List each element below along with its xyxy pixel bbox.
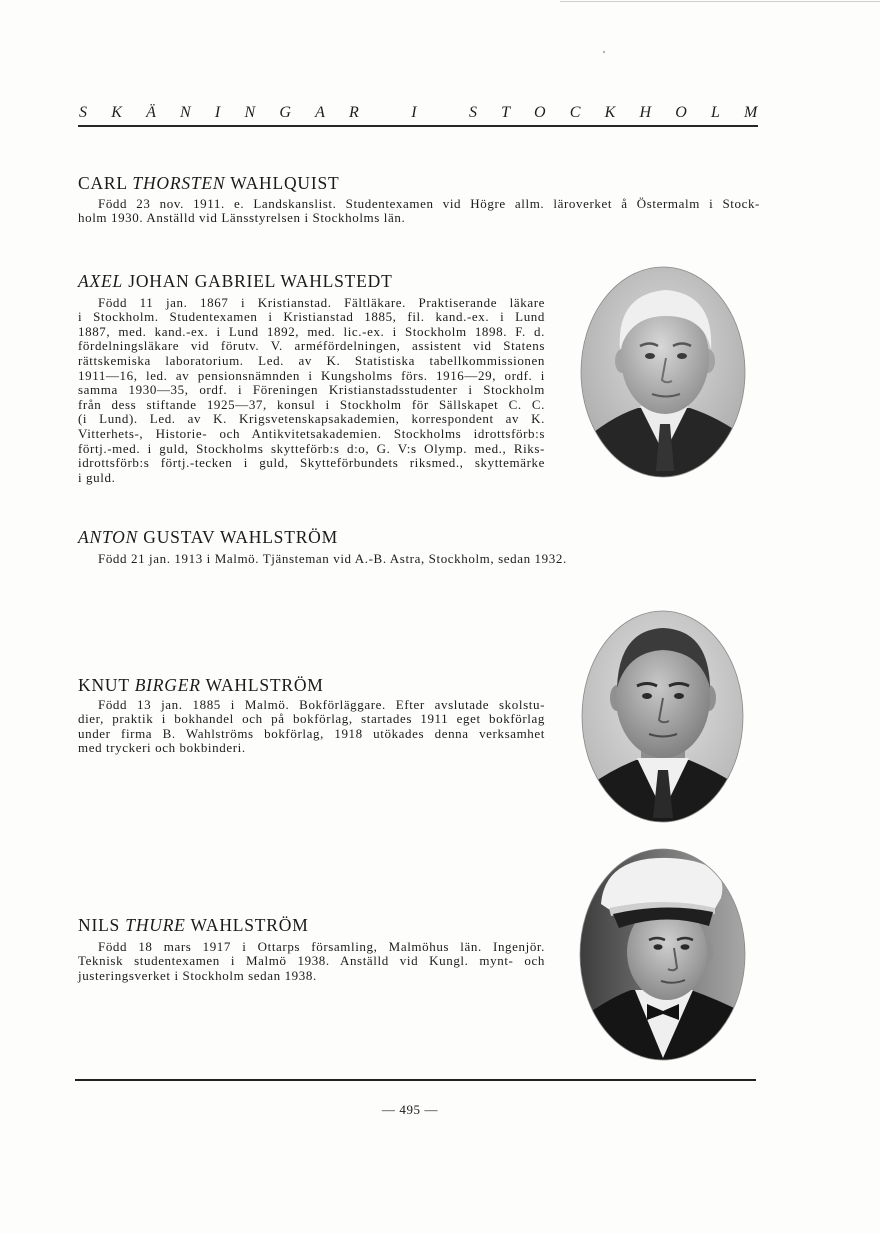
given-name: NILS	[78, 915, 121, 935]
text-line: Född 11 jan. 1867 i Kristianstad. Fältläkare. Praktiserande läkare	[98, 294, 545, 310]
remaining-names: GUSTAV WAHLSTRÖM	[143, 527, 338, 547]
text-line: 1887, med. kand.-ex. i Lund 1892, med. lic.-ex. i Stockholm 1898. F. d.	[78, 323, 545, 339]
calling-name: THURE	[125, 915, 186, 935]
surname: WAHLSTRÖM	[190, 915, 309, 935]
text-line: Född 23 nov. 1911. e. Landskanslist. Studentexamen vid Högre allm. läroverket å Östermalm i Stock-	[98, 195, 760, 211]
running-header: SKÄNINGAR I STOCKHOLM	[79, 104, 782, 121]
text-line: Född 18 mars 1917 i Ottarps församling, Malmöhus län. Ingenjör.	[98, 938, 545, 954]
entry-biography	[78, 940, 545, 984]
text-line: i Stockholm. Studentexamen i Kristianstad 1885, fil. kand.-ex. i Lund	[78, 309, 545, 325]
entry-biography	[78, 296, 545, 486]
calling-name: ANTON	[78, 527, 139, 547]
entry-name	[78, 675, 324, 695]
text-line: dier, praktik i bokhandel och på bokförlag, startades 1911 eget bokförlag	[78, 711, 545, 727]
given-name: CARL	[78, 173, 128, 193]
text-line: Född 13 jan. 1885 i Malmö. Bokförläggare. Efter avslutade skolstu-	[98, 696, 545, 712]
text-line: i guld.	[78, 469, 116, 485]
calling-name: BIRGER	[134, 675, 201, 695]
page-number: — 495 —	[381, 1102, 439, 1117]
surname: WAHLQUIST	[230, 173, 340, 193]
entry-biography	[78, 197, 760, 226]
calling-name: AXEL	[78, 271, 124, 291]
entry-name	[78, 271, 393, 291]
scan-speck	[603, 51, 605, 53]
text-line: justeringsverket i Stockholm sedan 1938.	[78, 967, 317, 983]
text-line: Vitterhets-, Historie- och Antikvitetsakademien. Stockholms idrottsförb:s	[78, 426, 545, 442]
text-line: förtj.-med. i guld, Stockholms skytteförb:s d:o, G. V:s Olymp. med., Riks-	[78, 440, 545, 456]
entry-biography	[78, 698, 545, 756]
text-line: rättskemiska laboratorium. Led. av K. Statistiska tabellkommissionen	[78, 353, 545, 369]
text-line: med tryckeri och bokbinderi.	[78, 740, 246, 756]
entry-biography	[78, 552, 760, 567]
given-name: KNUT	[78, 675, 130, 695]
portrait-photo	[580, 266, 746, 478]
entry-name	[78, 915, 309, 935]
portrait-photo	[579, 848, 746, 1061]
text-line: 1911—16, led. av pensionsnämnden i Kungsholms förs. 1916—29, ordf. i	[78, 367, 545, 383]
footer-rule	[75, 1079, 756, 1081]
remaining-names: JOHAN GABRIEL WAHLSTEDT	[128, 271, 393, 291]
portrait-photo	[581, 610, 744, 823]
text-line: Teknisk studentexamen i Malmö 1938. Anställd vid Kungl. mynt- och	[78, 953, 545, 969]
text-line: under firma B. Wahlströms bokförlag, 1918 utökades denna verksamhet	[78, 725, 545, 741]
text-line: från dess stiftande 1925—37, konsul i Stockholm för Sällskapet C. C.	[78, 396, 545, 412]
entry-name	[78, 527, 338, 547]
text-line: holm 1930. Anställd vid Länsstyrelsen i Stockholms län.	[78, 210, 406, 226]
surname: WAHLSTRÖM	[205, 675, 324, 695]
text-line: idrottsförb:s förtj.-tecken i guld, Skytteförbundets riksmed., skyttemärke	[78, 455, 545, 471]
text-line: Född 21 jan. 1913 i Malmö. Tjänsteman vid A.-B. Astra, Stockholm, sedan 1932.	[98, 550, 567, 566]
header-rule	[78, 125, 758, 127]
scan-edge-line	[560, 1, 880, 2]
text-line: (i Lund). Led. av K. Krigsvetenskapsakademien, korrespondent av K.	[78, 411, 545, 427]
entry-name	[78, 173, 340, 193]
text-line: samma 1930—35, ordf. i Föreningen Kristianstadsstudenter i Stockholm	[78, 382, 545, 398]
calling-name: THORSTEN	[132, 173, 226, 193]
text-line: fördelningsläkare vid förutv. V. arméfördelningen, assistent vid Statens	[78, 338, 545, 354]
